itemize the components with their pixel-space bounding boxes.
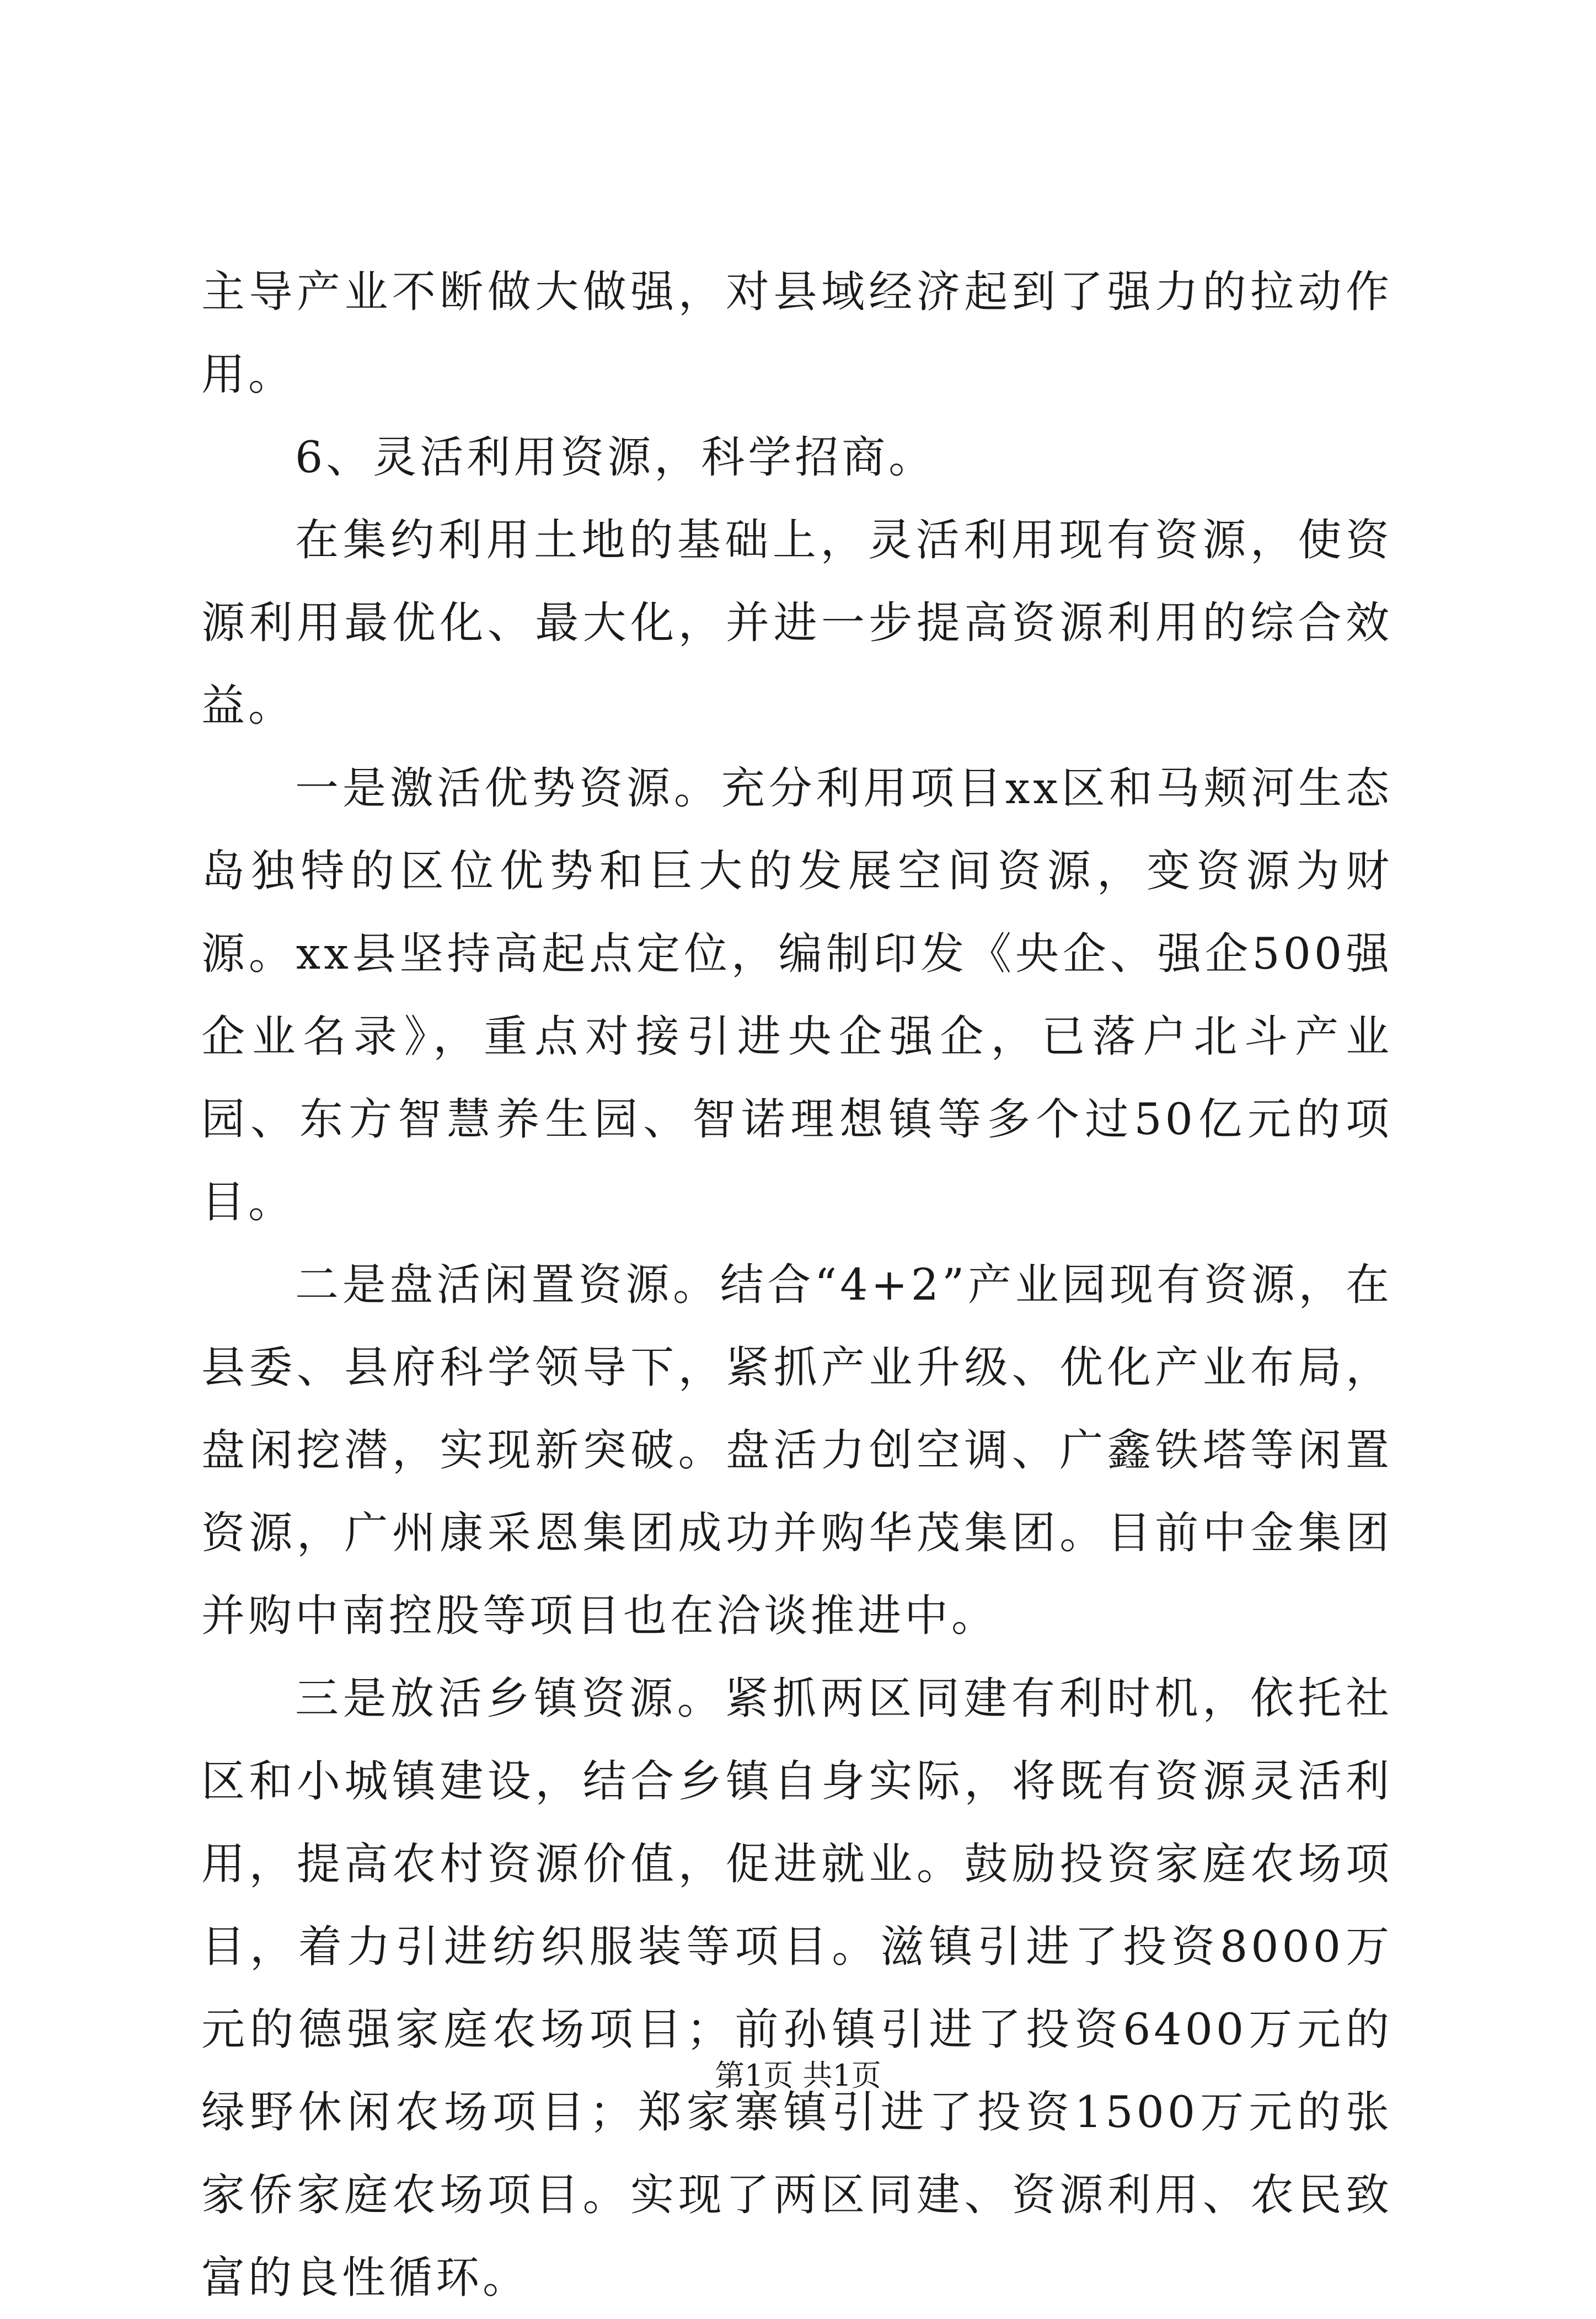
paragraph-point-three: 三是放活乡镇资源。紧抓两区同建有利时机，依托社区和小城镇建设，结合乡镇自身实际，将既有资源灵活利用，提高农村资源价值，促进就业。鼓励投资家庭农场项目，着力引进纺织服装等项目。滋镇引进了投资8000万元的德强家庭农场项目；前孙镇引进了投资6400万元的绿野休闲农场项目；郑家寨镇引进了投资1500万元的张家侨家庭农场项目。实现了两区同建、资源利用、农民致富的良性循环。 — [201, 1673, 1393, 2303]
paragraph-point-one: 一是激活优势资源。充分利用项目xx区和马颊河生态岛独特的区位优势和巨大的发展空间资源，变资源为财源。xx县坚持高起点定位，编制印发《央企、强企500强企业名录》，重点对接引进央企强企，已落户北斗产业园、东方智慧养生园、智诺理想镇等多个过50亿元的项目。 — [201, 763, 1393, 1227]
section-heading: 6、灵活利用资源，科学招商。 — [295, 432, 936, 483]
paragraph-point-two: 二是盘活闲置资源。结合“4+2”产业园现有资源，在县委、县府科学领导下，紧抓产业升级、优化产业布局，盘闲挖潜，实现新突破。盘活力创空调、广鑫铁塔等闲置资源，广州康采恩集团成功并购华茂集团。目前中金集团并购中南控股等项目也在洽谈推进中。 — [201, 1259, 1393, 1641]
page-number: 第1页 共1页 — [715, 2058, 881, 2093]
page-footer — [0, 2056, 1596, 2095]
body-text — [201, 250, 1393, 2319]
paragraph-intro: 在集约利用土地的基础上，灵活利用现有资源，使资源利用最优化、最大化，并进一步提高资源利用的综合效益。 — [201, 515, 1393, 731]
paragraph-continuation: 主导产业不断做大做强，对县域经济起到了强力的拉动作用。 — [201, 266, 1393, 400]
